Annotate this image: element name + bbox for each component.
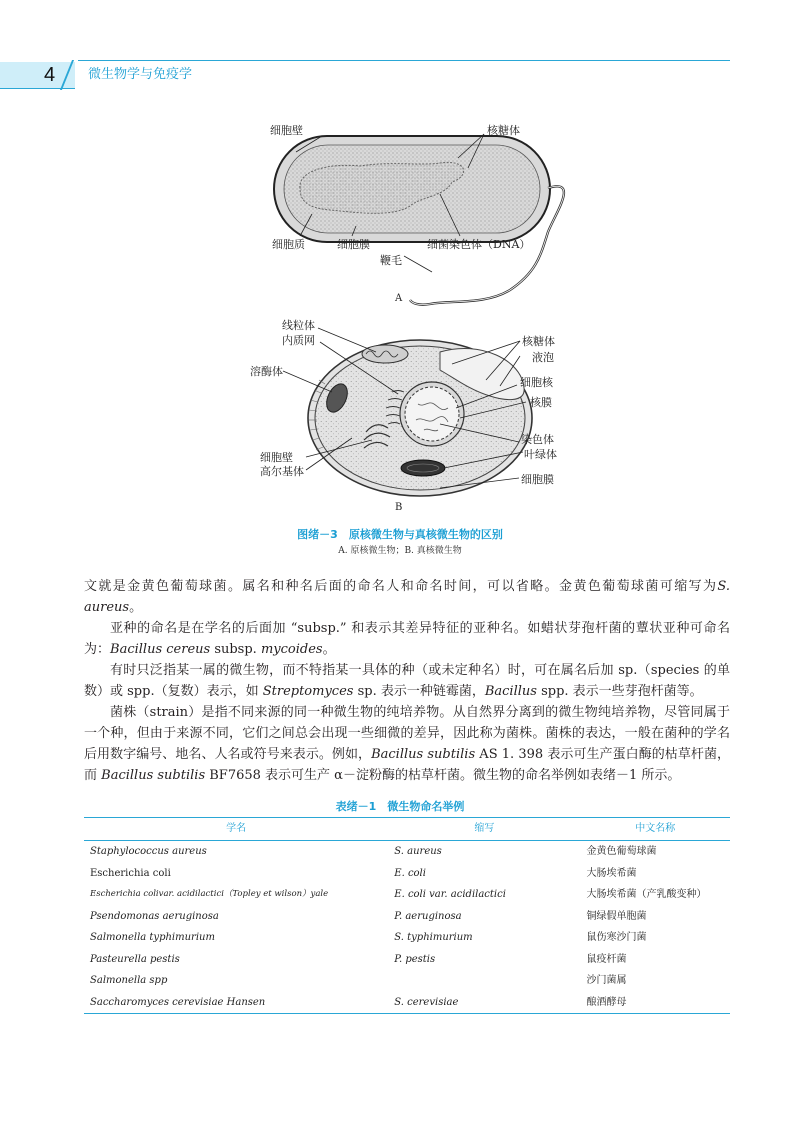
cell-scientific-name: Escherichia coli [90,867,171,879]
label-er: 内质网 [282,334,315,347]
label-membrane-a: 细胞膜 [337,238,370,251]
cell-scientific-name: Staphylococcus aureus [90,846,207,857]
cell-scientific-name: Salmonella spp [90,975,168,986]
paragraph-3 [84,660,730,702]
p3-sci-name-2: Bacillus [484,684,537,699]
label-nuclear-membrane: 核膜 [530,396,552,409]
cell-chinese-name: 铜绿假单胞菌 [586,910,647,922]
figure-caption [0,528,800,557]
p2-subspecies: mycoides [260,642,323,657]
cell-abbreviation: P. aeruginosa [394,910,462,922]
cell-abbreviation: E. coli var. acidilactici [394,889,506,900]
label-ribosome-a: 核糖体 [487,124,520,137]
p4-text-a: 菌株（strain）是指不同来源的同一种微生物的纯培养物。从自然界分离到的微生物纯培养物，尽管同属于一个种，但由于来源不同，它们之间总会出现一些细微的差异，因此称为菌株。菌株的表达，一般在菌种的学名后用数字编号、地名、人名或符号来表示。例如， [84,705,730,762]
table-title: 表绪－1 微生物命名举例 [335,800,465,813]
p3-text-c: sp. 表示一种链霉菌， [353,684,485,699]
p4-sci-name-2: Bacillus subtilis [101,768,206,783]
table-row [84,970,730,992]
table-row [84,927,730,949]
table-row [84,884,730,906]
label-vacuole: 液泡 [532,351,554,364]
p4-sci-name-1: Bacillus subtilis [371,747,476,762]
caption-title: 图绪－3 原核微生物与真核微生物的区别 [297,528,503,541]
page-number: 4 [44,64,56,86]
p3-text-a: 有时只泛指某一属的微生物，而不特指某一具体的种（或未定种名）时，可在属名后加 sp.（species 的单数）或 spp.（复数）表示，如 [84,663,730,699]
cell-chinese-name: 金黄色葡萄球菌 [586,846,657,857]
p1-text-a: 文就是金黄色葡萄球菌。属名和种名后面的命名人和命名时间，可以省略。金黄色葡萄球菌可缩写为 [84,579,718,594]
cell-chinese-name: 大肠埃希菌（产乳酸变种） [586,889,707,900]
figure-a-letter: A [395,293,403,304]
eukaryote-cell-illustration [0,0,800,520]
cell-abbreviation: E. coli [394,867,426,879]
cell-abbreviation: S. cerevisiae [388,992,580,1014]
label-golgi: 高尔基体 [260,465,304,478]
label-lysosome: 溶酶体 [250,365,283,378]
header-scientific-name: 学名 [84,818,388,841]
cell-abbreviation: S. typhimurium [394,932,473,943]
label-cell-wall-b: 细胞壁 [260,451,293,464]
table-row [84,863,730,885]
cell-chinese-name: 大肠埃希菌 [586,867,637,879]
paragraph-1 [84,576,730,618]
paragraph-2 [84,618,730,660]
p2-text-c: subsp. [210,642,261,657]
cell-scientific-name: Escherichia colivar. acidilactici（Topley et wilson）yale [90,889,329,899]
label-cytoplasm-a: 细胞质 [272,238,305,251]
p3-sci-name-1: Streptomyces [262,684,354,699]
cell-chinese-name: 鼠伤寒沙门菌 [586,932,647,943]
p2-text-a: 亚种的命名是在学名的后面加 “subsp.” 和表示其差异特征的亚种名。如蜡状芽孢杆菌的蕈状亚种可命名为： [84,621,730,657]
cell-scientific-name: Psendomonas aeruginosa [90,910,219,922]
paragraph-4 [84,702,730,786]
cell-chinese-name: 鼠疫杆菌 [586,953,627,965]
header-abbreviation: 缩写 [388,818,580,841]
table-row [84,906,730,928]
label-membrane-b: 细胞膜 [521,473,554,486]
figure-b [0,0,800,520]
naming-table [84,817,730,1014]
p1-sci-name: S. aureus [84,579,730,615]
cell-abbreviation [388,970,580,992]
cell-abbreviation: S. aureus [394,846,442,857]
cell-abbreviation: P. pestis [394,953,436,965]
cell-scientific-name: Saccharomyces cerevisiae Hansen [84,992,388,1014]
body-text [84,576,730,786]
p2-text-e: 。 [322,642,336,657]
label-cell-wall-a: 细胞壁 [270,124,303,137]
p4-text-e: BF7658 表示可生产 α－淀粉酶的枯草杆菌。微生物的命名举例如表绪－1 所示。 [205,768,681,783]
label-flagellum-a: 鞭毛 [380,254,402,267]
p1-text-c: 。 [129,600,143,615]
p3-text-e: spp. 表示一些芽孢杆菌等。 [536,684,703,699]
caption-subtitle: A. 原核微生物；B. 真核微生物 [338,546,462,556]
label-chloroplast: 叶绿体 [524,448,557,461]
p4-text-c: AS 1. 398 表示可生产蛋白酶的枯草杆菌，而 [84,747,731,783]
label-chromosome-a: 细菌染色体（DNA） [427,238,531,251]
cell-chinese-name: 酿酒酵母 [580,992,730,1014]
table-row [84,992,730,1014]
cell-scientific-name: Salmonella typhimurium [90,932,215,943]
label-nucleus: 细胞核 [520,376,553,389]
label-ribosome-b: 核糖体 [522,335,555,348]
table-row [84,949,730,971]
cell-chinese-name: 沙门菌属 [586,975,627,986]
book-title: 微生物学与免疫学 [88,67,193,82]
p2-sci-name: Bacillus cereus [110,642,211,657]
table-row [84,841,730,863]
cell-scientific-name: Pasteurella pestis [90,953,180,965]
table-header-row [84,818,730,841]
label-chromosome-b: 染色体 [521,433,554,446]
header-chinese-name: 中文名称 [580,818,730,841]
figure-b-letter: B [395,502,403,513]
label-mitochondria: 线粒体 [282,319,315,332]
